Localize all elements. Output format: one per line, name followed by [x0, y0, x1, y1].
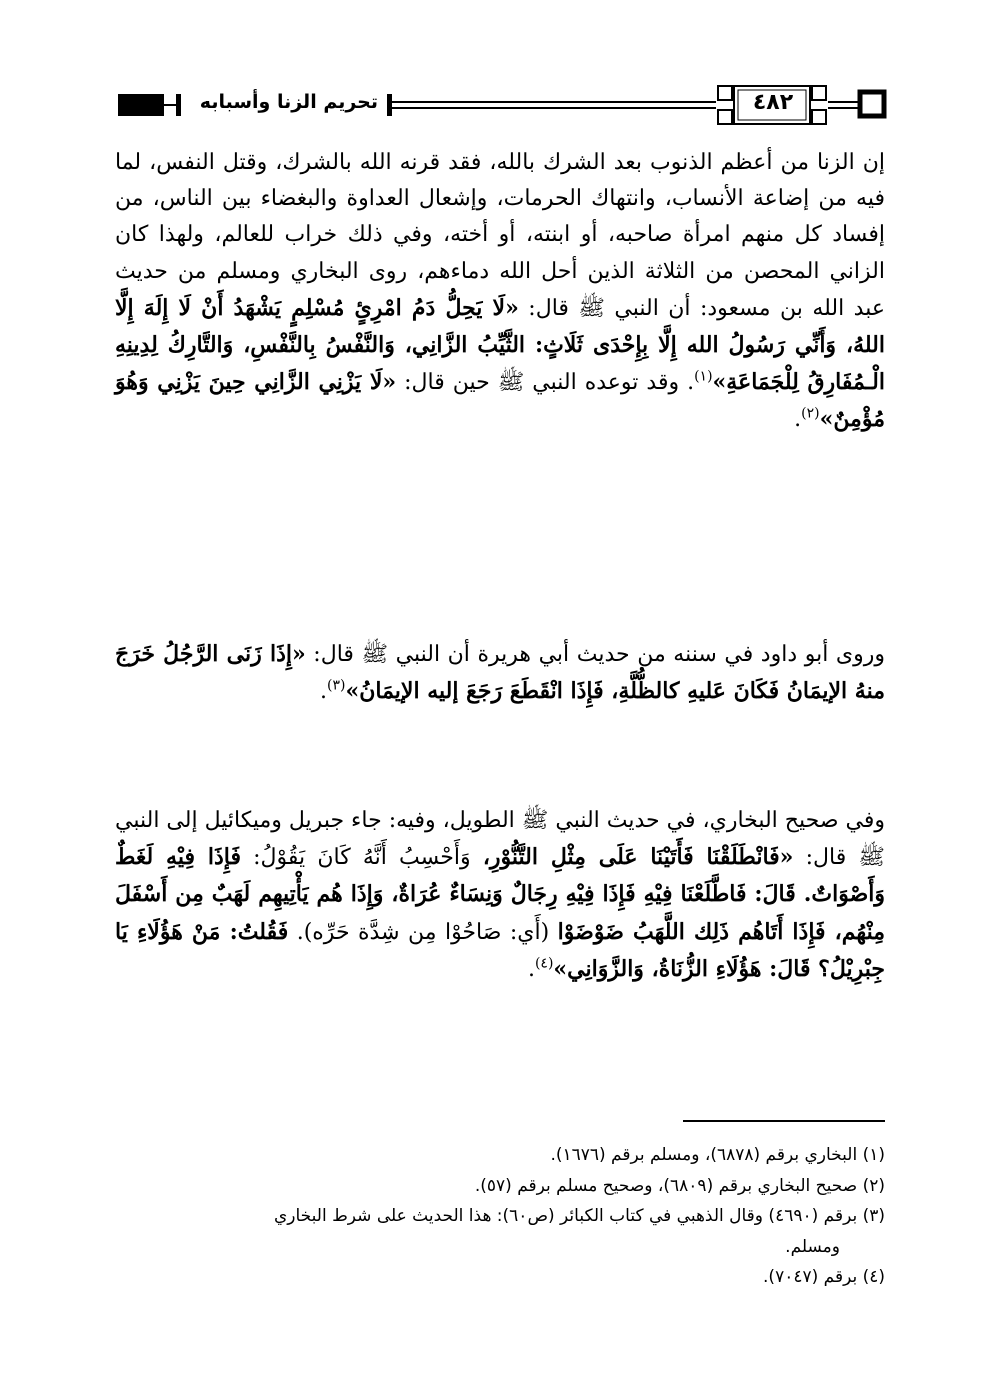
paragraph-1-intro: إن الزنا من أعظم الذنوب بعد الشرك بالله، فقد قرنه الله بالشرك، وقتل النفس، لما فيه من إضاعة الأنساب، وانتهاك الحرمات، وإشعال العداوة والبغضاء بين الناس، من إفساد كل منهم امرأة صاحبه، أو ابنته، أو أخته، وفي ذلك خراب للعالم، ولهذا كان الزاني المحصن من الثلاثة الذين أحل الله دماءهم، روى البخاري ومسلم من حديث عبد الله بن مسعود: أن النبي ﷺ قال: [115, 150, 885, 321]
hadith-3: «إِذَا زَنَى الرَّجُلُ خَرَجَ منهُ الإيمَانُ فَكَانَ عَليهِ كالظُّلَّةِ، فَإِذَا انْقَطَعَ رَجَعَ إليه الإيمَانُ» [115, 641, 885, 705]
paragraph-3 [115, 803, 885, 988]
footnote-3: (٣) برقم (٤٦٩٠) وقال الذهبي في كتاب الكبائر (ص٦٠): هذا الحديث على شرط البخاري [273, 1206, 885, 1226]
footnote-ref-1[interactable]: (١) [694, 368, 713, 385]
header-ornament [0, 0, 1004, 140]
footnote-1: (١) البخاري برقم (٦٨٧٨)، ومسلم برقم (١٦٧٦). [550, 1145, 885, 1165]
hadith-1: «لَا يَحِلُّ دَمُ امْرِئٍ مُسْلِمٍ يَشْهَدُ أَنْ لَا إِلَهَ إِلَّا اللهُ، وَأَنِّي رَسُولُ الله إِلَّا بِإِحْدَى ثَلَاثٍ: الثَّيِّبُ الزَّانِي، وَالنَّفْسُ بِالنَّفْسِ، وَالتَّارِكُ لِدِينِهِ الْـمُفَارِقُ لِلْجَمَاعَةِ» [115, 294, 885, 396]
paragraph-1 [115, 145, 885, 439]
hadith-4-part-c: فَقُلتُ: مَنْ هَؤُلَاءِ يَا جِبْرِيْلُ؟ قَالَ: هَؤُلَاءِ الزُّنَاةُ، وَالزَّوَانِي» [115, 918, 885, 982]
paragraph-3-plain-a: وَأَحْسِبُ أَنَّهُ كَانَ يَقُوْلُ: [240, 845, 483, 871]
paragraph-1-end: . [794, 407, 802, 433]
footnote-4: (٤) برقم (٧٠٤٧). [763, 1267, 885, 1287]
footnote-ref-2[interactable]: (٢) [801, 406, 820, 423]
page-header [0, 0, 1004, 140]
footnote-ref-4[interactable]: (٤) [534, 955, 554, 972]
paragraph-3-intro: وفي صحيح البخاري، في حديث النبي ﷺ الطويل، وفيه: جاء جبريل وميكائيل إلى النبي ﷺ قال: [115, 808, 885, 871]
running-title: تحريم الزنا وأسبابه [199, 91, 378, 113]
hadith-4-part-b: فَإِذَا فِيْهِ لَغَطٌ وَأَصْوَاتٌ. قَالَ: فَاطَّلَعْنَا فِيْهِ فَإِذَا فِيْهِ رِجَالٌ وَنِسَاءٌ عُرَاةٌ، وَإِذَا هُم يَأْتِيهِم لَهَبٌ مِن أَسْفَلَ مِنْهُم، فَإِذَا أَتَاهُم ذَلِك اللَّهَبُ ضَوْضَوْا [115, 844, 885, 945]
page-number: ٤٨٢ [752, 90, 794, 115]
hadith-2: «لَا يَزْنِي الزَّانِي حِينَ يَزْنِي وَهُوَ مُؤْمِنٌ» [115, 369, 885, 433]
footnote-divider [683, 1120, 885, 1122]
paragraph-3-plain-b: (أَي: صَاحُوْا مِن شِدَّة حَرِّه). [288, 919, 558, 945]
footnote-ref-3[interactable]: (٣) [327, 677, 346, 694]
paragraph-2-intro: وروى أبو داود في سننه من حديث أبي هريرة أن النبي ﷺ قال: [305, 642, 885, 667]
footnote-3-continuation: ومسلم. [785, 1236, 840, 1257]
footnote-2: (٢) صحيح البخاري برقم (٦٨٠٩)، وصحيح مسلم برقم (٥٧). [474, 1175, 885, 1196]
paragraph-2 [115, 636, 885, 710]
paragraph-3-end: . [527, 956, 535, 982]
paragraph-2-end: . [320, 679, 327, 705]
hadith-4-part-a: «فَانْطَلَقْنَا فَأَتَيْنَا عَلَى مِثْلِ التَّنُّوْرِ، [482, 844, 794, 871]
footnotes [115, 1140, 885, 1293]
paragraph-1-middle: . وقد توعده النبي ﷺ حين قال: [396, 370, 695, 396]
